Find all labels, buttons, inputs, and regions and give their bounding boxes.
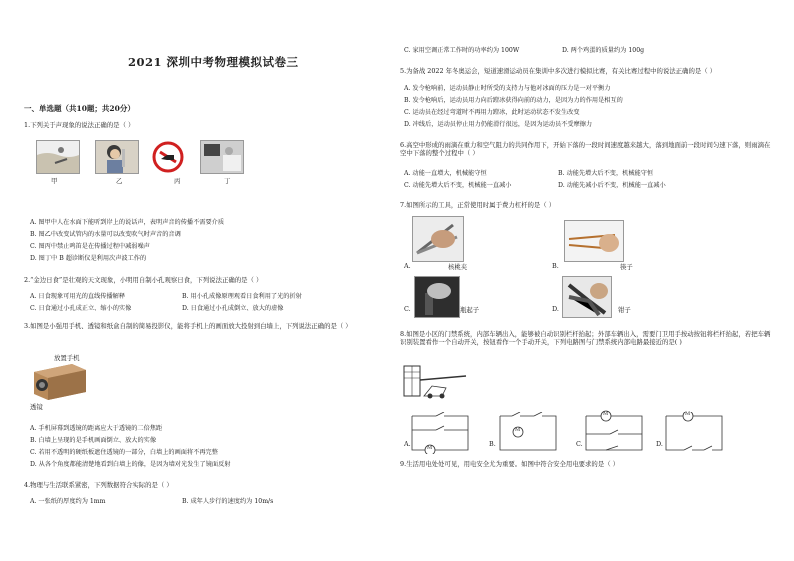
q5-option-d: D. 冲线后，运动员停止用力仍能滑行很远，是因为运动员不受摩擦力 [404, 121, 593, 128]
q2-option-b: B. 用小孔成像原理观看日食利用了光的折射 [182, 293, 302, 300]
gate-system-figure [402, 362, 468, 400]
q3-label-lens: 透镜 [30, 403, 43, 411]
q1-photo-girl [95, 140, 139, 174]
q1-option-b: B. 图乙中改变试管内的水量可以改变吹气时声音的音调 [30, 231, 181, 238]
circuit-b-label: B. [489, 440, 496, 448]
q2-stem: 2.“金边日食”是壮观的天文现象，小明用自制小孔观察日食，下列说法正确的是（ ） [24, 276, 263, 284]
q1-option-a: A. 图甲中人在水面下能听到岸上的说话声，表明声音的传播不需要介质 [30, 219, 225, 226]
circuit-c-motor: M [603, 411, 609, 417]
q7-label-bottle-opener: 瓶起子 [460, 306, 480, 314]
q7-label-nutcracker: 核桃夹 [448, 263, 468, 271]
q7-label-c: C. [404, 305, 411, 313]
q4-option-a: A. 一张纸的厚度约为 1mm [30, 498, 106, 505]
left-column [24, 0, 386, 561]
circuit-d-motor: M [685, 411, 691, 417]
circuit-b-motor: M [515, 427, 521, 433]
q4-option-c: C. 家用空调正常工作时的功率约为 100W [404, 47, 520, 54]
q1-label-jia: 甲 [51, 177, 58, 185]
q5-option-c: C. 运动员在经过弯道时不再用力蹬冰，此时运动状态不发生改变 [404, 109, 580, 116]
q1-photo-b-ultrasound [200, 140, 244, 174]
q3-label-phone: 放置手机 [54, 354, 80, 362]
q6-option-a: A. 动能一直增大，机械能守恒 [404, 170, 487, 177]
q6-option-b: B. 动能先增大后不变，机械能守恒 [558, 170, 654, 177]
q1-label-ding: 丁 [224, 177, 231, 185]
pliers-photo [562, 276, 612, 318]
q6-stem: 6.高空中形成的雨滴在重力和空气阻力的共同作用下，开始下落的一段时间速度越来越大，落到地面前一段时间匀速下落，则雨滴在空中下落的整个过程中（ ） [400, 141, 771, 157]
q7-label-b: B. [552, 262, 559, 270]
q7-label-a: A. [404, 262, 411, 270]
q1-label-bing: 丙 [174, 177, 181, 185]
q9-stem: 9.生活用电处处可见，用电安全尤为重要。如图中符合安全用电要求的是（ ） [400, 460, 620, 468]
q3-stem: 3.如图是小强用手机、透镜和纸盒自制的简易投影仪，能将手机上的画面放大投射到白墙上，下列说法正确的是（ ） [24, 322, 352, 330]
circuit-a-label: A. [404, 440, 411, 448]
circuit-b [496, 412, 560, 454]
page-title: 2021 深圳中考物理模拟试卷三 [128, 55, 299, 69]
circuit-c [582, 408, 646, 454]
chopsticks-photo [564, 220, 624, 262]
q1-photo-underwater [36, 140, 80, 174]
q7-stem: 7.如图所示的工具，正常使用时属于费力杠杆的是（ ） [400, 201, 556, 209]
q7-label-pliers: 钳子 [618, 306, 631, 314]
q5-option-b: B. 发令枪响后，运动员用力向后蹬冰获得向前的动力，是因为力的作用是相互的 [404, 97, 623, 104]
q3-option-d: D. 从各个角度都能清楚地看到白墙上的像，是因为墙对光发生了镜面反射 [30, 461, 231, 468]
circuit-a [408, 412, 472, 454]
q8-stem: 8.如图是小区的门禁系统，内部车辆出入，能够被自动识别栏杆抬起；外部车辆出入，需要门卫用手按动按钮将栏杆抬起，若把车辆识别装置看作一个自动开关，按钮看作一个手动开关，下列电路图与门禁系统内部电路最接近的是( ) [400, 330, 771, 346]
q7-label-chopsticks: 筷子 [620, 263, 633, 271]
q3-option-c: C. 若用不透明的硬纸板遮住透镜的一部分，白墙上的画面将不再完整 [30, 449, 218, 456]
q1-stem: 1.下列关于声现象的说法正确的是（ ） [24, 121, 135, 129]
q2-option-d: D. 日食通过小孔成倒立、放大的虚像 [182, 305, 284, 312]
circuit-d [662, 412, 726, 454]
q2-option-a: A. 日食现象可用光的直线传播解释 [30, 293, 126, 300]
q5-stem: 5.为备战 2022 年冬奥运会，短道速滑运动员在集训中多次进行模拟比赛，有关比赛过程中的说法正确的是（ ） [400, 67, 717, 75]
q6-option-c: C. 动能先增大后不变，机械能一直减小 [404, 182, 512, 189]
bottle-opener-photo [414, 276, 460, 318]
circuit-a-motor: M [427, 445, 433, 451]
q1-label-yi: 乙 [116, 177, 123, 185]
q3-option-b: B. 白墙上呈现的是手机画面倒立、放大的实像 [30, 437, 157, 444]
nutcracker-photo [412, 216, 464, 262]
section-heading: 一、单选题（共10题；共20分） [24, 104, 135, 113]
q5-option-a: A. 发令枪响前，运动员静止时所受的支持力与他对冰面的压力是一对平衡力 [404, 85, 611, 92]
right-column [400, 0, 772, 561]
q4-option-d: D. 两个鸡蛋的质量约为 100g [562, 47, 645, 54]
q4-option-b: B. 成年人步行的速度约为 10m/s [182, 498, 274, 505]
circuit-c-label: C. [576, 440, 583, 448]
no-honking-sign-icon [150, 140, 186, 174]
q7-label-d: D. [552, 305, 559, 313]
q2-option-c: C. 日食通过小孔成正立、缩小的实像 [30, 305, 132, 312]
q6-option-d: D. 动能先减小后不变，机械能一直减小 [558, 182, 666, 189]
circuit-d-label: D. [656, 440, 663, 448]
q3-option-a: A. 手机屏幕到透镜的距离应大于透镜的二倍焦距 [30, 425, 163, 432]
q1-option-d: D. 图丁中 B 超诊断仪是利用次声波工作的 [30, 255, 147, 262]
q4-stem: 4.物理与生活联系紧密，下列数据符合实际的是（ ） [24, 481, 173, 489]
q1-option-c: C. 图丙中禁止鸣笛是在传播过程中减弱噪声 [30, 243, 150, 250]
